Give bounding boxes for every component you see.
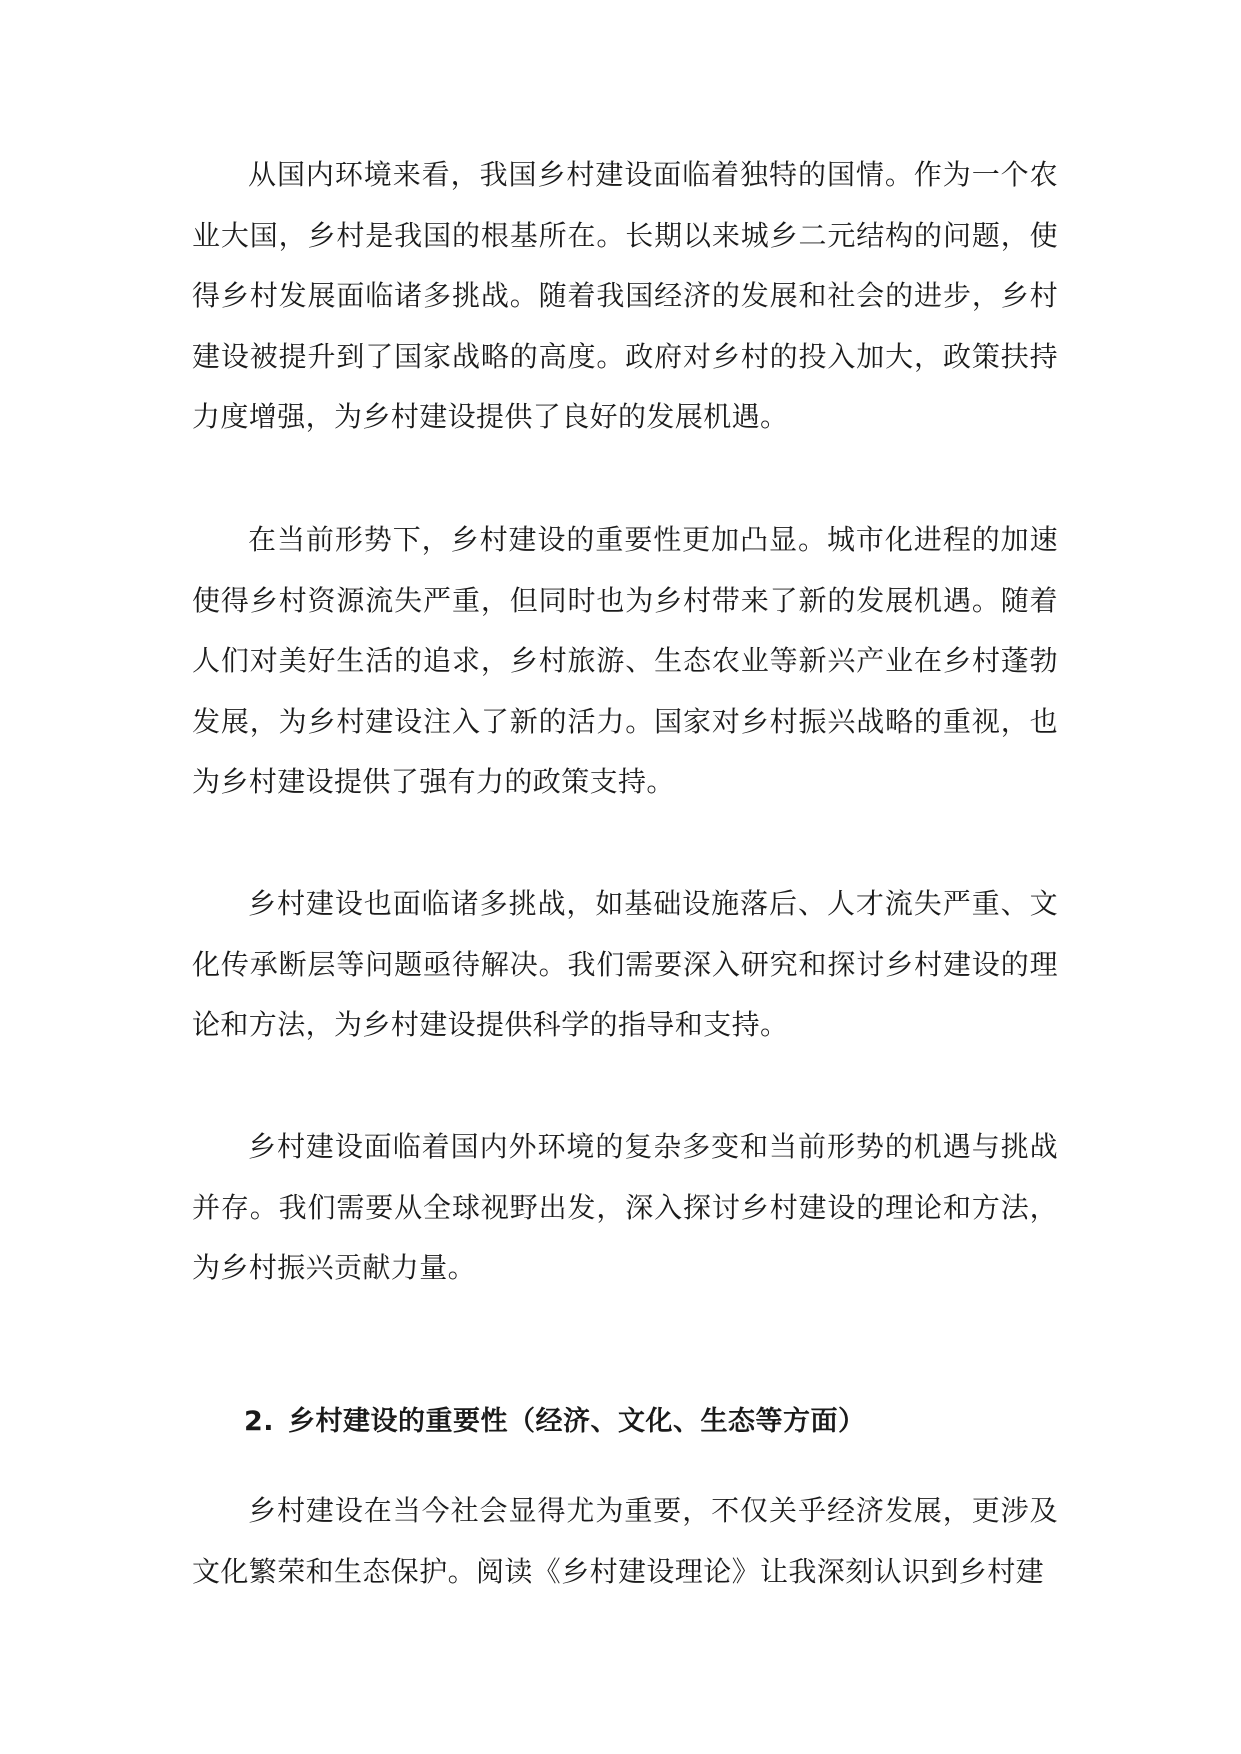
body-paragraph-domestic-environment: 从国内环境来看，我国乡村建设面临着独特的国情。作为一个农业大国，乡村是我国的根基所在。长期以来城乡二元结构的问题，使得乡村发展面临诸多挑战。随着我国经济的发展和社会的进步，乡村建设被提升到了国家战略的高度。政府对乡村的投入加大，政策扶持力度增强，为乡村建设提供了良好的发展机遇。: [192, 158, 1058, 433]
section-title: 乡村建设的重要性（经济、文化、生态等方面）: [288, 1406, 866, 1437]
section-number: 2.: [244, 1406, 275, 1437]
body-paragraph-importance: 乡村建设在当今社会显得尤为重要，不仅关乎经济发展，更涉及文化繁荣和生态保护。阅读《乡村建设理论》让我深刻认识到乡村建: [192, 1494, 1058, 1588]
body-paragraph-challenges: 乡村建设也面临诸多挑战，如基础设施落后、人才流失严重、文化传承断层等问题亟待解决。我们需要深入研究和探讨乡村建设的理论和方法，为乡村建设提供科学的指导和支持。: [192, 887, 1058, 1041]
section-heading: [244, 1392, 866, 1452]
body-paragraph-summary: 乡村建设面临着国内外环境的复杂多变和当前形势的机遇与挑战并存。我们需要从全球视野出发，深入探讨乡村建设的理论和方法，为乡村振兴贡献力量。: [192, 1130, 1058, 1284]
body-paragraph-current-situation: 在当前形势下，乡村建设的重要性更加凸显。城市化进程的加速使得乡村资源流失严重，但同时也为乡村带来了新的发展机遇。随着人们对美好生活的追求，乡村旅游、生态农业等新兴产业在乡村蓬勃发展，为乡村建设注入了新的活力。国家对乡村振兴战略的重视，也为乡村建设提供了强有力的政策支持。: [192, 523, 1058, 798]
